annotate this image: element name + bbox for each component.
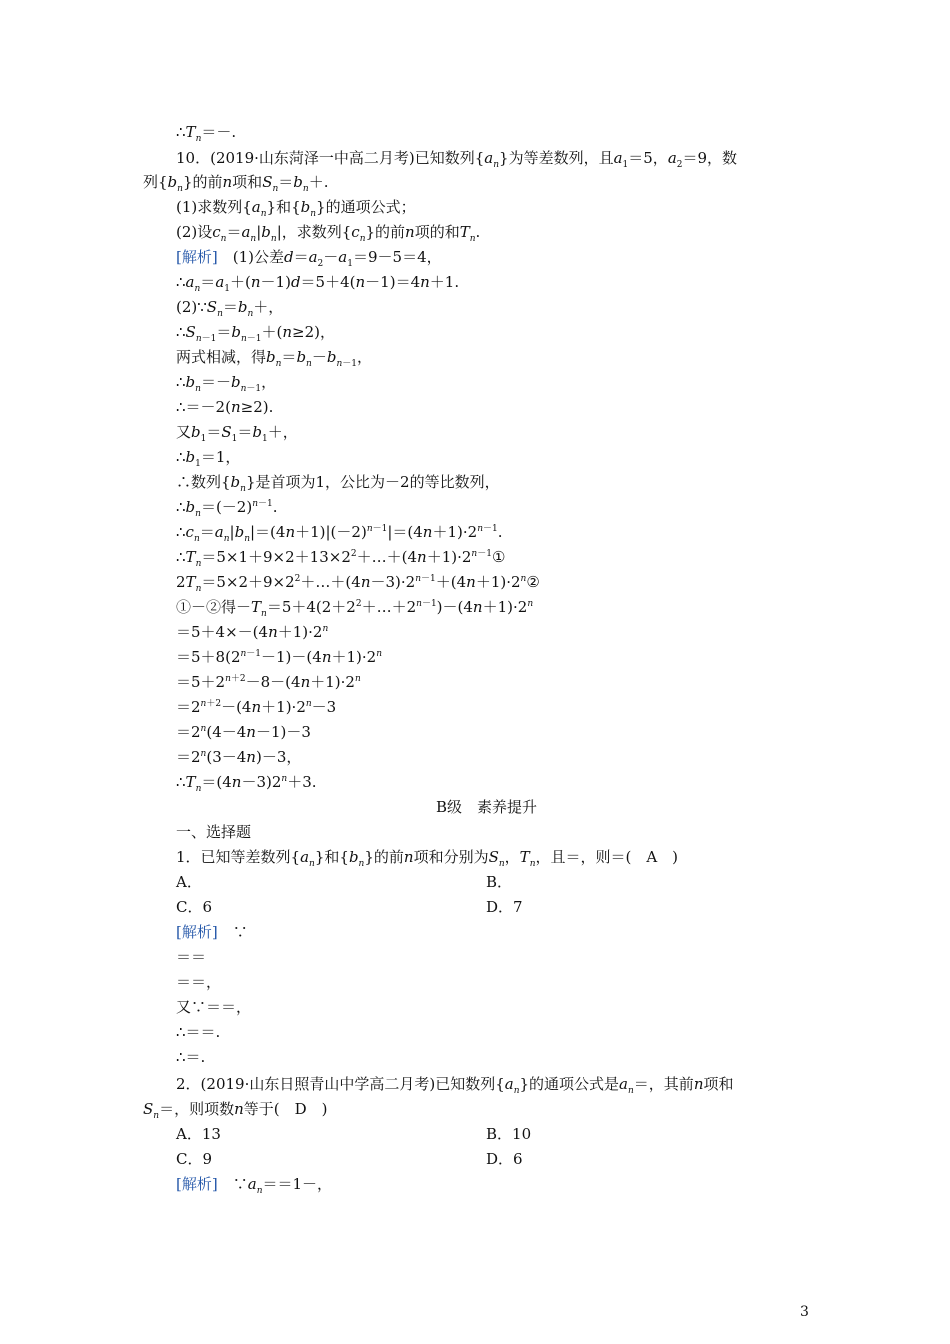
text-line: $=5+2^{n+2}-8-(4n+1)\cdot 2^n$ xyxy=(176,673,361,691)
text-line: ∴数列$\{b_n\}$是首项为1，公比为－2的等比数列， xyxy=(176,473,500,494)
text-line: $=2^{n+2}-(4n+1)\cdot 2^n-3$ xyxy=(176,698,337,716)
text-line: $\therefore a_n=a_1+(n-1)d=5+4(n-1)=4n+1$. xyxy=(176,273,460,294)
choice-option: D．7 xyxy=(486,898,523,916)
choice-option: B． xyxy=(486,873,513,891)
text-line: 10．(2019·山东菏泽一中高二月考)已知数列$\{a_n\}$为等差数列，且$a_1=5$，$a_2=9$，数 xyxy=(176,149,738,170)
text-line: (2)设$c_n=a_n|b_n|$，求数列$\{c_n\}$的前n项的和$T_n$. xyxy=(176,223,481,244)
text-line: ①－②得$-T_n=5+4(2+2^2+\dots+2^{n-1})-(4n+1)\cdot 2^n$ xyxy=(176,598,534,619)
text-line: 两式相减，得$b_n=b_n-b_{n-1}$， xyxy=(176,348,373,369)
text-line: $\therefore b_n=-b_{n-1}$， xyxy=(176,373,277,394)
text-line: [解析] ∵ xyxy=(176,923,248,941)
text-line: $\therefore T_n=(4n-3)2^n+3$. xyxy=(176,773,317,794)
text-line: $=2^n(3-4n)-3$， xyxy=(176,748,302,766)
choice-option: B．10 xyxy=(486,1125,532,1143)
text-line: $(2)\because S_n=b_n+$， xyxy=(176,298,284,319)
text-line: $=5+8(2^{n-1}-1)-(4n+1)\cdot 2^n$ xyxy=(176,648,382,666)
text-line: 2．(2019·山东日照青山中学高二月考)已知数列$\{a_n\}$的通项公式是$a_n=$，其前n项和 xyxy=(176,1075,734,1096)
text-line: $\therefore c_n=a_n|b_n|=(4n+1)|(-2)^{n-1}|=(4n+1)\cdot 2^{n-1}$. xyxy=(176,523,503,544)
text-line: (1)求数列$\{a_n\}$和$\{b_n\}$的通项公式； xyxy=(176,198,416,219)
text-line: $\therefore S_{n-1}=b_{n-1}+(n\ge 2)$， xyxy=(176,323,336,344)
text-line: ∴＝－2(n≥2). xyxy=(176,398,274,416)
text-line: 又∵＝＝， xyxy=(176,998,252,1016)
choice-option: C．6 xyxy=(176,898,213,916)
text-line: $=2^n(4-4n-1)-3$ xyxy=(176,723,311,741)
text-line: $=5+4\times-(4n+1)\cdot 2^n$ xyxy=(176,623,329,641)
text-line: $\therefore T_n=-$. xyxy=(176,123,237,144)
text-line: ∴＝＝. xyxy=(176,1023,221,1041)
text-line: $\therefore b_n=(-2)^{n-1}$. xyxy=(176,498,278,519)
text-line: ＝＝， xyxy=(176,973,222,991)
text-line: $S_n=$，则项数n等于( D ) xyxy=(143,1100,328,1121)
text-line: $\therefore T_n=5\times 1+9\times 2+13\times 2^2+\dots+(4n+1)\cdot 2^{n-1}①$ xyxy=(176,548,506,569)
page-number: 3 xyxy=(800,1304,809,1320)
text-line: 又$b_1=S_1=b_1+$， xyxy=(176,423,298,444)
choice-option: A． xyxy=(176,873,202,891)
text-line: ＝＝ xyxy=(176,948,207,966)
text-line: $\therefore b_1=1$， xyxy=(176,448,241,469)
text-line: 1．已知等差数列$\{a_n\}$和$\{b_n\}$的前n项和分别为$S_n$，$T_n$，且＝，则＝( A ) xyxy=(176,848,679,869)
text-line: [解析] $\because a_n==1-$， xyxy=(176,1175,333,1196)
text-line: 一、选择题 xyxy=(176,823,252,841)
text-line: $2T_n=5\times 2+9\times 2^2+\dots+(4n-3)\cdot 2^{n-1}+(4n+1)\cdot 2^n②$ xyxy=(176,573,540,594)
text-line: B级 素养提升 xyxy=(436,798,538,816)
text-line: [解析] (1)公差$d=a_2-a_1=9-5=4$， xyxy=(176,248,442,269)
text-line: 列$\{b_n\}$的前n项和$S_n=b_n+$. xyxy=(143,173,329,194)
text-line: ∴＝. xyxy=(176,1048,206,1066)
choice-option: A．13 xyxy=(176,1125,221,1143)
choice-option: D．6 xyxy=(486,1150,523,1168)
choice-option: C．9 xyxy=(176,1150,213,1168)
